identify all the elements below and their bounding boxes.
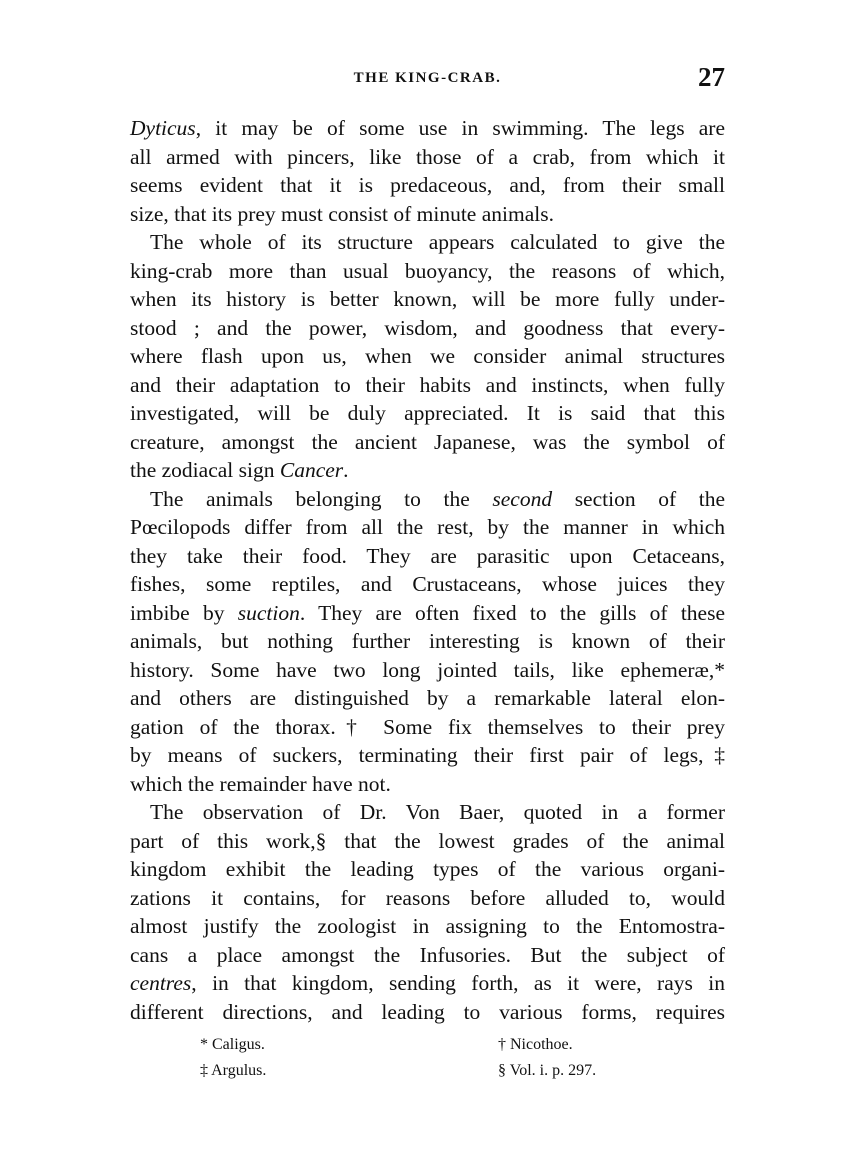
text-segment: zations it contains, for reasons before alluded to, would: [130, 885, 725, 910]
text-segment: investigated, will be duly appreciated. It is said that this: [130, 401, 725, 425]
page-number: 27: [698, 62, 725, 92]
text-line: [130, 570, 725, 599]
text-segment: kingdom exhibit the leading types of the various organi-: [130, 857, 725, 881]
text-segment: The observation of Dr. Von Baer, quoted in a former: [150, 800, 725, 824]
text-segment: they take their food. They are parasitic upon Cetaceans,: [130, 543, 725, 568]
text-line: [130, 371, 725, 400]
text-line: [130, 285, 725, 314]
italic-word: Cancer: [279, 458, 344, 482]
text-line: [130, 855, 725, 884]
text-segment: history. Some have two long jointed tails, like ephemeræ,*: [130, 657, 725, 682]
text-segment: The whole of its structure appears calculated to give the: [150, 230, 725, 254]
text-line: [130, 627, 725, 656]
text-segment: when its history is better known, will be more fully under-: [130, 287, 725, 311]
text-segment: .: [343, 458, 349, 482]
text-segment: the zodiacal sign: [130, 458, 280, 482]
text-segment: which the remainder have not.: [130, 771, 391, 796]
text-line: [130, 485, 725, 514]
text-line: [130, 314, 725, 343]
text-line: [130, 770, 725, 799]
text-line: [130, 399, 725, 428]
text-line: [130, 542, 725, 571]
text-segment: animals, but nothing further interesting is known of their: [130, 629, 725, 653]
text-segment: by means of suckers, terminating their first pair of legs,‡: [130, 743, 725, 767]
text-segment: size, that its prey must consist of minute animals.: [130, 201, 554, 226]
text-segment: different directions, and leading to various forms, requires: [130, 999, 725, 1024]
text-line: [130, 969, 725, 998]
text-line: [130, 912, 725, 941]
text-segment: . They are often fixed to the gills of these: [299, 600, 726, 625]
body-text: [130, 114, 725, 1026]
text-segment: and others are distinguished by a remarkable lateral elon-: [130, 686, 725, 710]
text-segment: , it may be of some use in swimming. The legs are: [195, 116, 725, 140]
text-line: [130, 428, 725, 457]
text-segment: , in that kingdom, sending forth, as it were, rays in: [191, 971, 725, 995]
footnote-volume-reference: § Vol. i. p. 297.: [498, 1062, 597, 1079]
text-segment: creature, amongst the ancient Japanese, was the symbol of: [130, 429, 725, 454]
running-title: THE KING-CRAB.: [353, 70, 502, 86]
text-line: [130, 599, 725, 628]
italic-word: second: [492, 486, 553, 511]
text-line: [130, 798, 725, 827]
text-segment: cans a place amongst the Infusories. But the subject of: [130, 942, 725, 967]
text-line: [130, 998, 725, 1027]
text-line: [130, 941, 725, 970]
text-segment: imbibe by: [130, 600, 238, 625]
footnote-caligus: * Caligus.: [200, 1036, 265, 1053]
footnote-argulus: ‡ Argulus.: [200, 1062, 267, 1079]
italic-word: suction: [237, 600, 300, 625]
text-segment: section of the: [552, 486, 726, 511]
text-line: [130, 114, 725, 143]
text-line: [130, 513, 725, 542]
text-segment: where flash upon us, when we consider animal structures: [130, 344, 725, 368]
text-segment: and their adaptation to their habits and instincts, when fully: [130, 372, 725, 397]
text-line: [130, 827, 725, 856]
text-segment: seems evident that it is predaceous, and, from their small: [130, 173, 725, 197]
text-segment: The animals belonging to the: [150, 486, 493, 511]
text-line: [130, 684, 725, 713]
page-header: [130, 62, 725, 96]
text-segment: gation of the thorax.† Some fix themselves to their prey: [130, 714, 725, 739]
footnote-nicothoe: † Nicothoe.: [498, 1036, 573, 1053]
text-segment: Pœcilopods differ from all the rest, by the manner in which: [130, 515, 725, 539]
text-line: [130, 713, 725, 742]
italic-word: Dyticus: [130, 116, 196, 140]
text-line: [130, 143, 725, 172]
italic-word: centres: [130, 971, 192, 995]
text-segment: king-crab more than usual buoyancy, the reasons of which,: [130, 258, 725, 283]
text-line: [130, 656, 725, 685]
text-line: [130, 171, 725, 200]
text-line: [130, 200, 725, 229]
text-line: [130, 342, 725, 371]
text-line: [130, 228, 725, 257]
text-line: [130, 884, 725, 913]
text-line: [130, 741, 725, 770]
text-segment: part of this work,§ that the lowest grades of the animal: [130, 828, 725, 853]
text-segment: almost justify the zoologist in assigning to the Entomostra-: [130, 914, 725, 938]
text-segment: stood ; and the power, wisdom, and goodness that every-: [130, 315, 725, 340]
text-line: [130, 257, 725, 286]
text-segment: all armed with pincers, like those of a crab, from which it: [130, 144, 725, 169]
text-segment: fishes, some reptiles, and Crustaceans, whose juices they: [130, 572, 725, 596]
text-line: [130, 456, 725, 485]
